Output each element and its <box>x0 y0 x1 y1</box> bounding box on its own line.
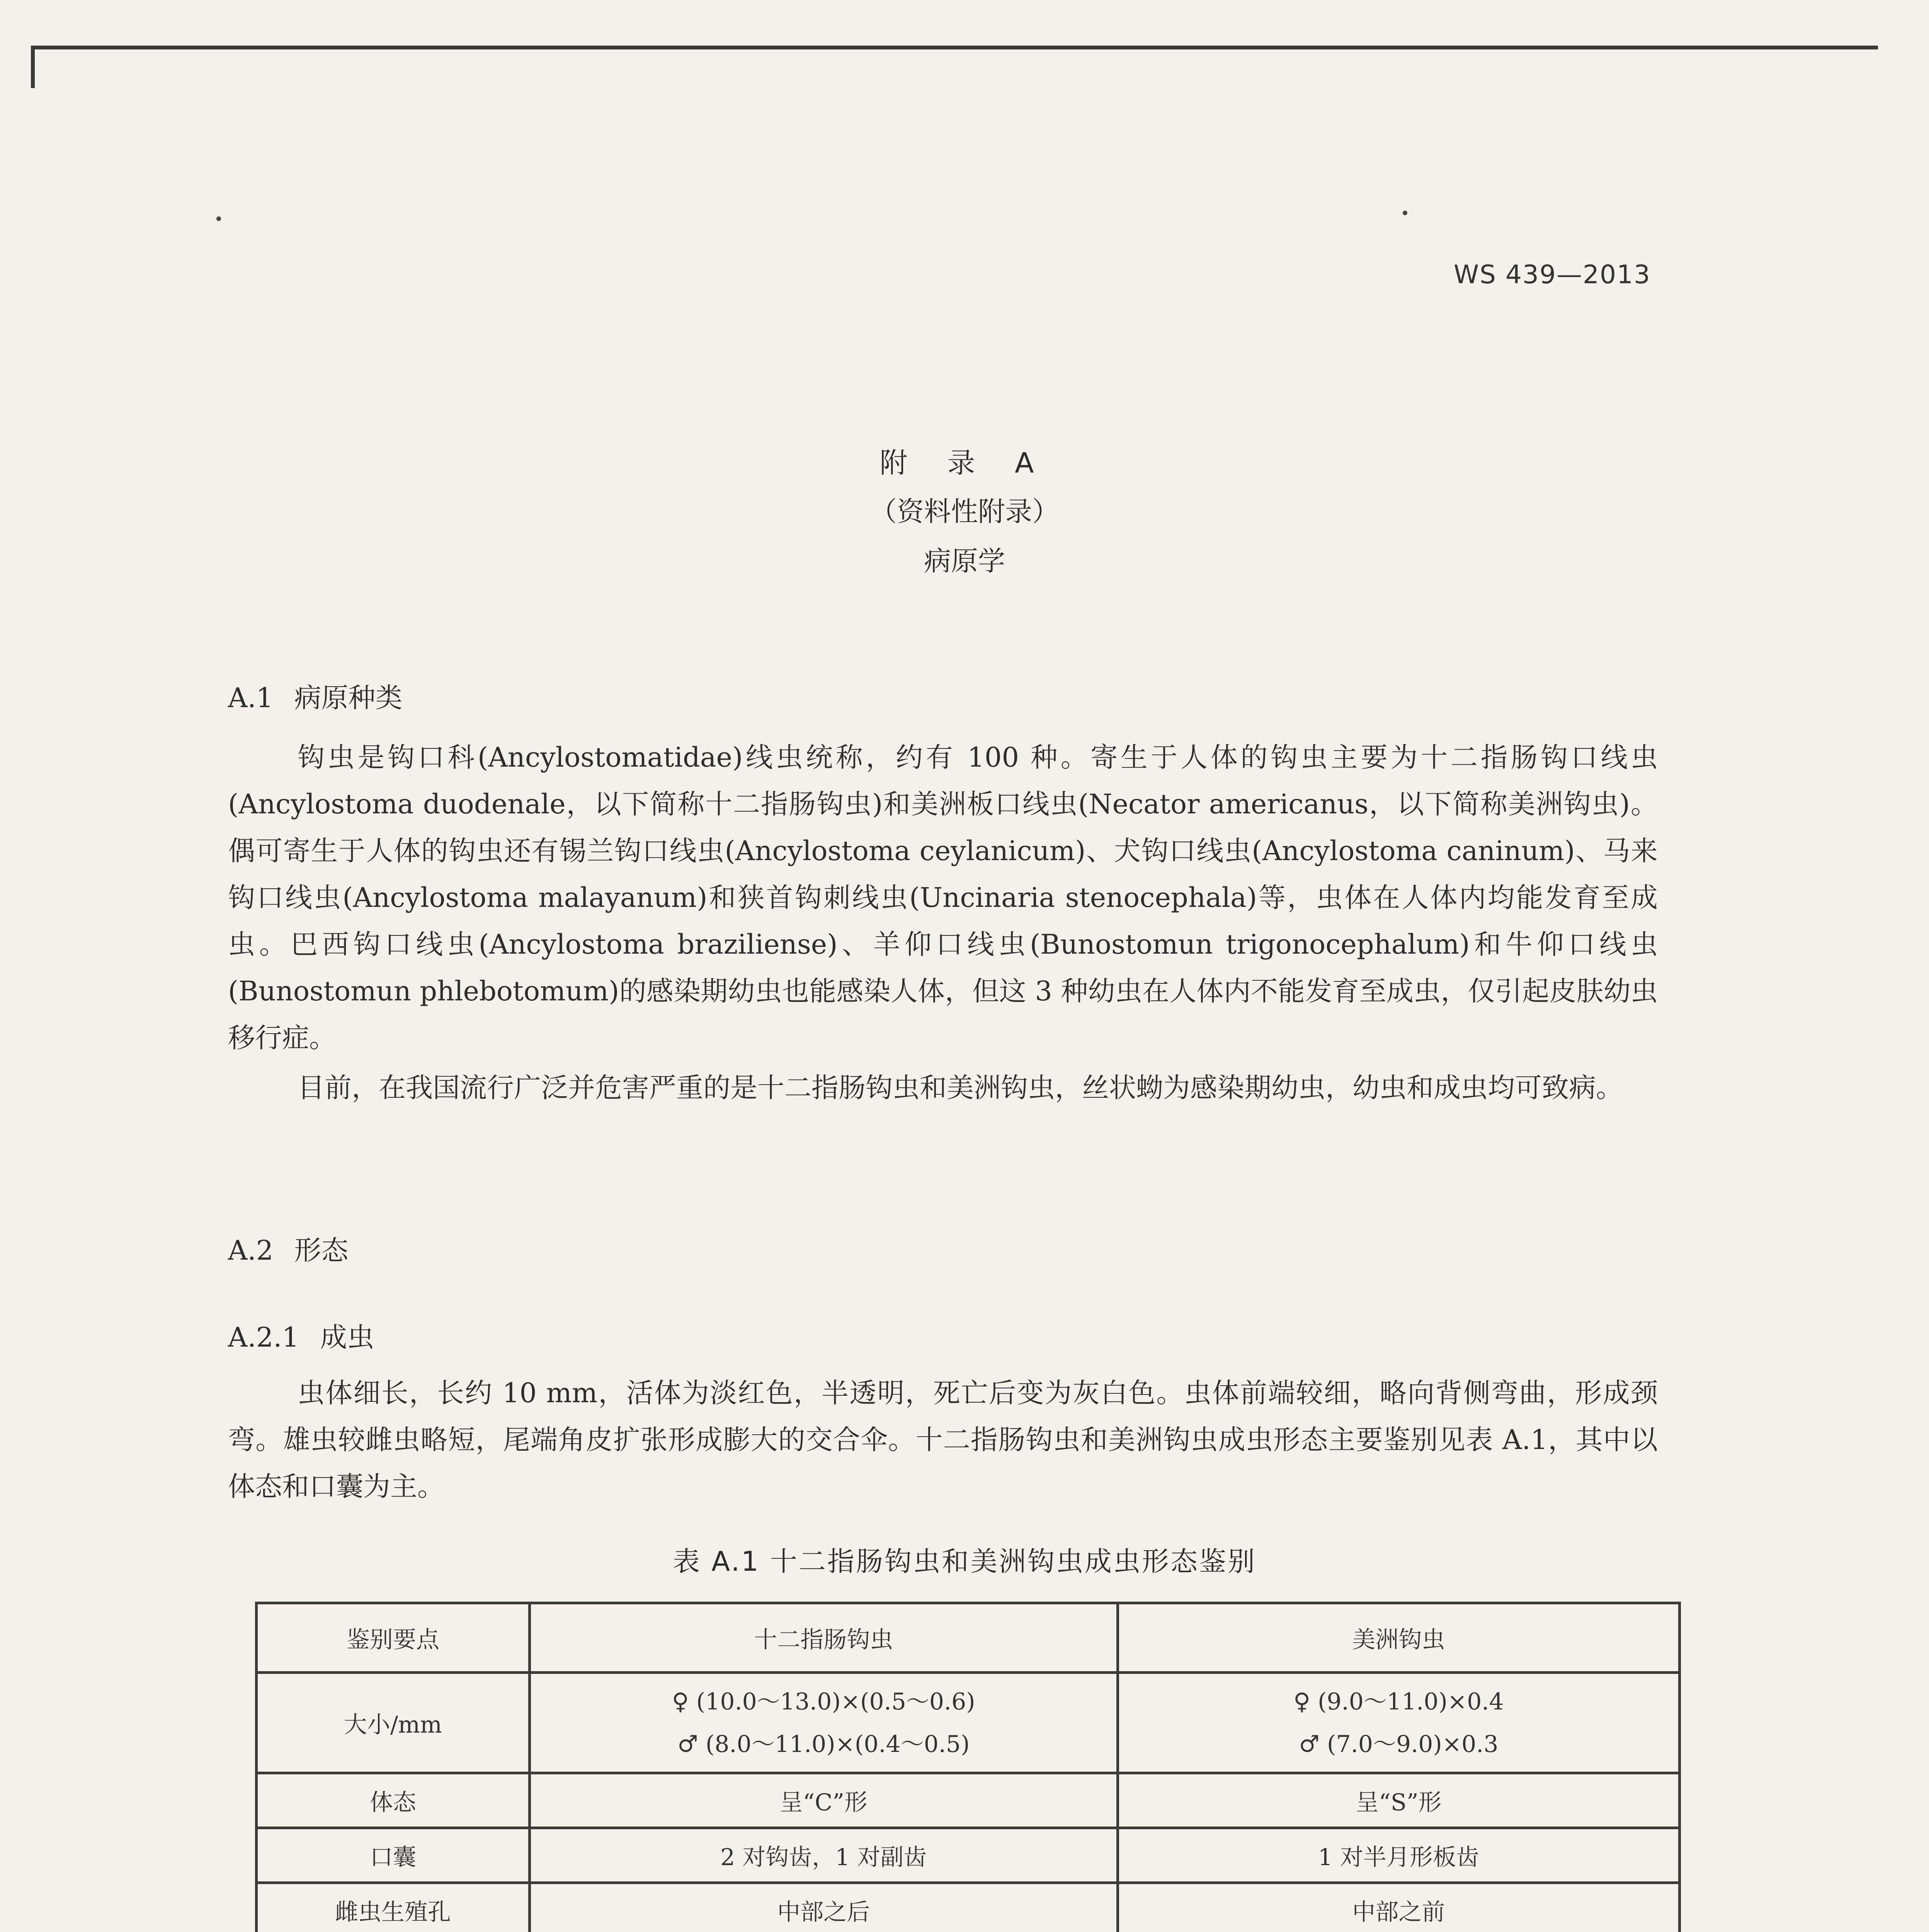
top-rule-corner <box>31 46 35 88</box>
table-cell: 口囊 <box>257 1828 530 1883</box>
size-female: ♀ (9.0～11.0)×0.4 <box>1293 1688 1504 1715</box>
table-cell <box>529 1673 1118 1773</box>
size-male: ♂ (7.0～9.0)×0.3 <box>1299 1730 1499 1758</box>
table-cell: 1 对半月形板齿 <box>1118 1828 1679 1883</box>
section-number: A.1 <box>228 682 274 714</box>
table-cell: 雌虫生殖孔 <box>257 1883 530 1932</box>
section-number: A.2.1 <box>228 1321 299 1353</box>
size-female: ♀ (10.0～13.0)×(0.5～0.6) <box>672 1688 975 1715</box>
section-title: 形态 <box>294 1235 349 1266</box>
section-heading-a21 <box>228 1316 374 1355</box>
table-row <box>257 1828 1680 1883</box>
scan-speck <box>1403 211 1407 215</box>
table-cell: 大小/mm <box>257 1673 530 1773</box>
table-row <box>257 1773 1680 1828</box>
table-header-cell: 美洲钩虫 <box>1118 1603 1679 1673</box>
top-rule <box>31 46 1878 49</box>
section-title: 成虫 <box>320 1321 374 1353</box>
table-row <box>257 1673 1680 1773</box>
annex-name: 病原学 <box>924 545 1005 577</box>
morphology-table <box>255 1602 1681 1932</box>
section-heading-a2 <box>228 1229 348 1268</box>
table-header-row <box>257 1603 1680 1673</box>
table-row <box>257 1883 1680 1932</box>
section-number: A.2 <box>228 1235 274 1266</box>
table-caption: 表 A.1 十二指肠钩虫和美洲钩虫成虫形态鉴别 <box>673 1546 1256 1577</box>
table-header-cell: 十二指肠钩虫 <box>529 1603 1118 1673</box>
table-cell: 体态 <box>257 1773 530 1828</box>
paragraph-prevalence: 目前，在我国流行广泛并危害严重的是十二指肠钩虫和美洲钩虫，丝状蚴为感染期幼虫，幼虫和成虫均可致病。 <box>298 1072 1623 1104</box>
section-title: 病原种类 <box>294 682 403 714</box>
table-cell: 呈“C”形 <box>529 1773 1118 1828</box>
annex-title: 附 录 A <box>879 447 1050 479</box>
size-male: ♂ (8.0～11.0)×(0.4～0.5) <box>677 1730 970 1758</box>
annex-subtitle: （资料性附录） <box>870 496 1059 527</box>
table-cell: 呈“S”形 <box>1118 1773 1679 1828</box>
table-cell: 中部之前 <box>1118 1883 1679 1932</box>
table-header-cell: 鉴别要点 <box>257 1603 530 1673</box>
table-cell <box>1118 1673 1679 1773</box>
standard-number: WS 439—2013 <box>1453 260 1651 289</box>
paragraph-pathogen-types: 钩虫是钩口科(Ancylostomatidae)线虫统称，约有 100 种。寄生于人体的钩虫主要为十二指肠钩口线虫(Ancylostoma duodenale，以下简称十二指肠钩虫)和美洲板口线虫(Necator americanus，以下简称美洲钩虫)。偶可寄生于人体的钩虫还有锡兰钩口线虫(Ancylostoma ceylanicum)、犬钩口线虫(Ancylostoma caninum)、马来钩口线虫(Ancylostoma malayanum)和狭首钩刺线虫(Uncinaria stenocephala)等，虫体在人体内均能发育至成虫。巴西钩口线虫(Ancylostoma braziliense)、羊仰口线虫(Bunostomun trigonocephalum)和牛仰口线虫(Bunostomun phlebotomum)的感染期幼虫也能感染人体，但这 3 种幼虫在人体内不能发育至成虫，仅引起皮肤幼虫移行症。 <box>228 742 1658 1054</box>
table-cell: 中部之后 <box>529 1883 1118 1932</box>
section-heading-a1 <box>228 676 402 715</box>
scan-speck <box>216 216 221 221</box>
table-cell: 2 对钩齿，1 对副齿 <box>529 1828 1118 1883</box>
paragraph-adult-worm: 虫体细长，长约 10 mm，活体为淡红色，半透明，死亡后变为灰白色。虫体前端较细，略向背侧弯曲，形成颈弯。雄虫较雌虫略短，尾端角皮扩张形成膨大的交合伞。十二指肠钩虫和美洲钩虫成虫形态主要鉴别见表 A.1，其中以体态和口囊为主。 <box>228 1377 1658 1502</box>
